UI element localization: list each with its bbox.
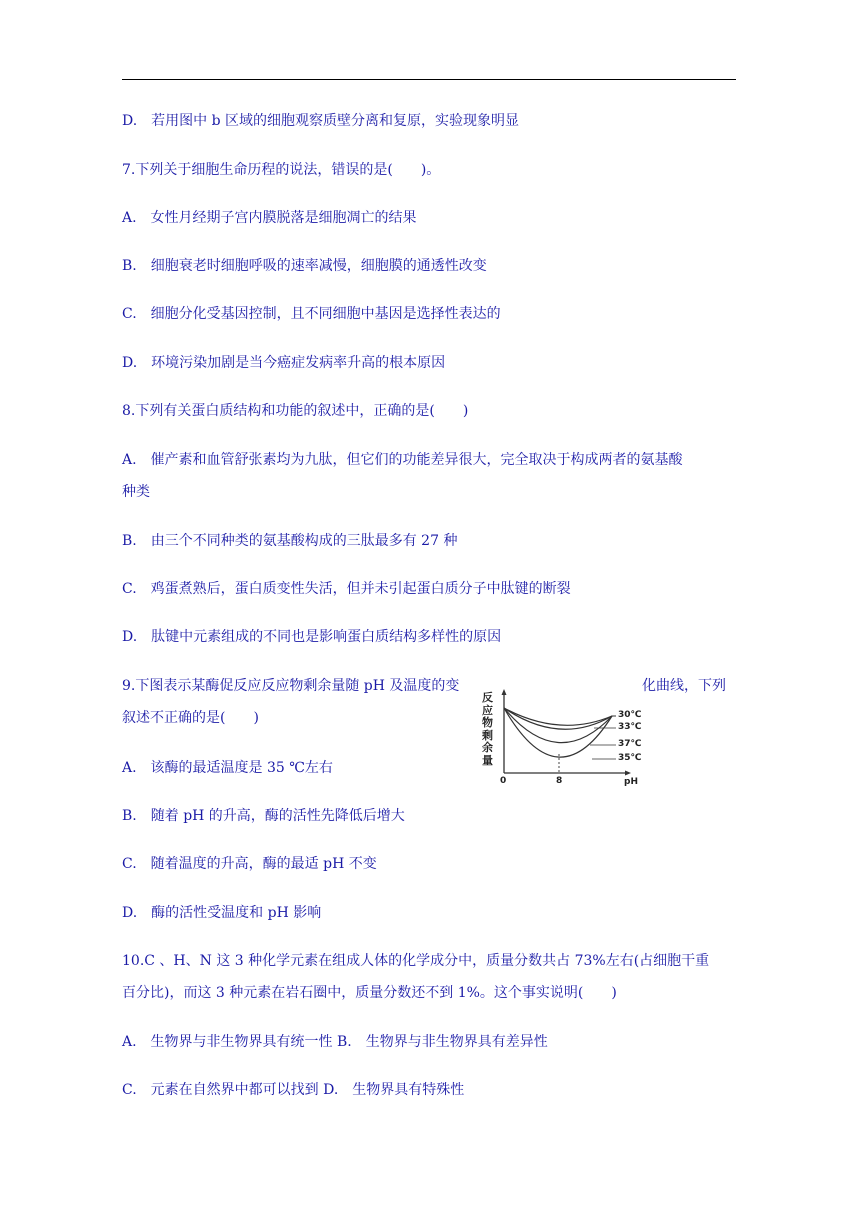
option-d-q6: D. 若用图中 b 区域的细胞观察质壁分离和复原，实验现象明显 — [122, 113, 520, 129]
options-cd-q10: C. 元素在自然界中都可以找到 D. 生物界具有特殊性 — [122, 1082, 465, 1098]
question-10-line1: 10.C 、H、N 这 3 种化学元素在组成人体的化学成分中，质量分数共占 73%左右(占细胞干重 — [122, 953, 710, 969]
option-b-q9: B. 随着 pH 的升高，酶的活性先降低后增大 — [122, 808, 405, 824]
question-9-line1b: 化曲线，下列 — [642, 678, 726, 694]
options-ab-q10: A. 生物界与非生物界具有统一性 B. 生物界与非生物界具有差异性 — [122, 1034, 548, 1050]
option-d-q8: D. 肽键中元素组成的不同也是影响蛋白质结构多样性的原因 — [122, 629, 502, 645]
x-axis-arrow — [625, 771, 631, 776]
option-c-q7: C. 细胞分化受基因控制，且不同细胞中基因是选择性表达的 — [122, 306, 501, 322]
option-a-q7: A. 女性月经期子宫内膜脱落是细胞凋亡的结果 — [122, 210, 417, 226]
option-d-q7: D. 环境污染加剧是当今癌症发病率升高的根本原因 — [122, 355, 446, 371]
curve-33c — [504, 708, 612, 729]
option-d-q9: D. 酶的活性受温度和 pH 影响 — [122, 905, 322, 921]
option-a-q8-line1: A. 催产素和血管舒张素均为九肽，但它们的功能差异很大，完全取决于构成两者的氨基酸 — [122, 452, 683, 468]
question-9-line2: 叙述不正确的是( ) — [122, 710, 259, 726]
option-c-q9: C. 随着温度的升高，酶的最适 pH 不变 — [122, 856, 377, 872]
question-8: 8.下列有关蛋白质结构和功能的叙述中，正确的是( ) — [122, 403, 469, 419]
y-axis-arrow — [502, 689, 507, 695]
legend-35c: 35℃ — [618, 753, 642, 763]
option-c-q8: C. 鸡蛋煮熟后，蛋白质变性失活，但并未引起蛋白质分子中肽键的断裂 — [122, 581, 571, 597]
question-7: 7.下列关于细胞生命历程的说法，错误的是( )。 — [122, 162, 441, 178]
question-10-line2: 百分比)，而这 3 种元素在岩石圈中，质量分数还不到 1%。这个事实说明( ) — [122, 985, 617, 1001]
figure-y-axis-label: 反应物剩余量 — [482, 691, 493, 767]
legend-33c: 33℃ — [618, 722, 642, 732]
enzyme-curve-figure — [472, 688, 642, 794]
option-b-q7: B. 细胞衰老时细胞呼吸的速率减慢，细胞膜的通透性改变 — [122, 258, 487, 274]
header-rule — [122, 79, 736, 80]
x-tick-0: 0 — [500, 776, 507, 786]
legend-37c: 37℃ — [618, 739, 642, 749]
x-tick-8: 8 — [556, 776, 563, 786]
option-a-q9: A. 该酶的最适温度是 35 ℃左右 — [122, 760, 333, 776]
question-9-line1a: 9.下图表示某酶促反应反应物剩余量随 pH 及温度的变 — [122, 678, 460, 694]
option-b-q8: B. 由三个不同种类的氨基酸构成的三肽最多有 27 种 — [122, 533, 458, 549]
legend-30c: 30℃ — [618, 710, 642, 720]
option-a-q8-line2: 种类 — [122, 484, 150, 500]
x-axis-label: pH — [624, 777, 638, 787]
curve-30c — [504, 708, 612, 725]
